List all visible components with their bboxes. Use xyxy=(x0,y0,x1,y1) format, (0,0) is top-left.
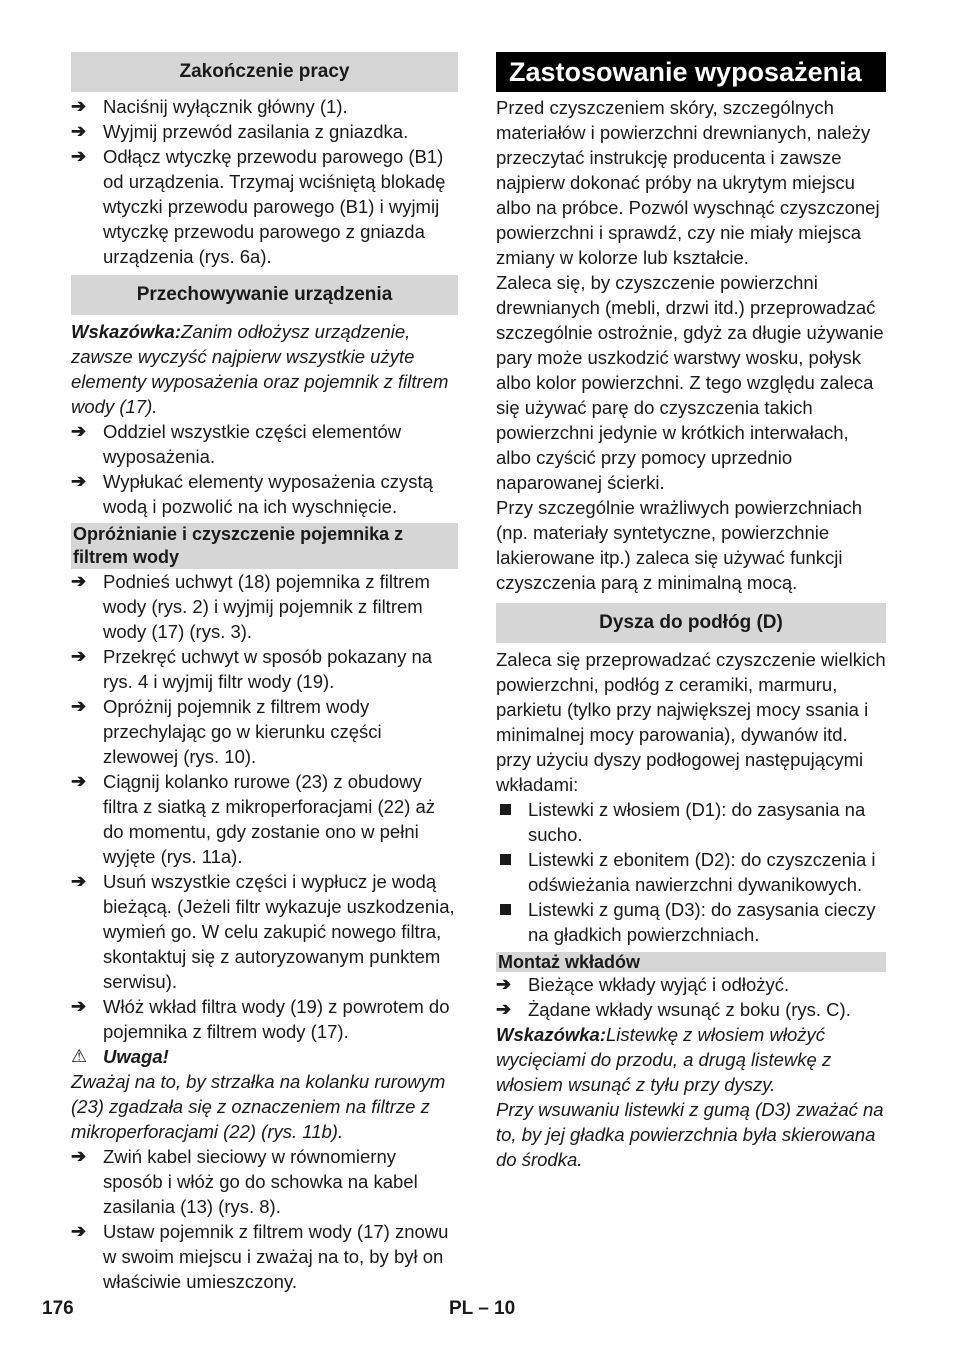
arrow-right-icon: ➔ xyxy=(71,1221,87,1241)
list-przechowywanie xyxy=(71,419,458,519)
square-bullet-icon xyxy=(500,904,511,915)
list-item: ➔ Naciśnij wyłącznik główny (1). xyxy=(71,96,348,117)
list-item: ➔ Ustaw pojemnik z filtrem wody (17) znowu w swoim miejscu i zważaj na to, by był on właściwie umieszczony. xyxy=(71,1221,449,1292)
heading-oproznianie: Opróżnianie i czyszczenie pojemnika z filtrem wody xyxy=(71,523,458,569)
arrow-right-icon: ➔ xyxy=(71,121,87,141)
square-bullet-icon xyxy=(500,854,511,865)
note-montaz: Wskazówka:Listewkę z włosiem włożyć wycięciami do przodu, a drugą listewkę z włosiem wsunąć z tyłu przy dyszy. xyxy=(496,1024,832,1095)
note-przechowywanie: Wskazówka:Zanim odłożysz urządzenie, zawsze wyczyść najpierw wszystkie użyte elementy wyposażenia oraz pojemnik z filtrem wody (17). xyxy=(71,321,449,417)
list-item: ➔ Podnieś uchwyt (18) pojemnika z filtrem wody (rys. 2) i wyjmij pojemnik z filtrem wody (17) (rys. 3). xyxy=(71,571,430,642)
list-item: ➔ Odłącz wtyczkę przewodu parowego (B1) od urządzenia. Trzymaj wciśniętą blokadę wtyczki przewodu parowego (B1) i wyjmij wtyczkę przewodu parowego z gniazda urządzenia (rys. 6a). xyxy=(71,146,446,267)
list-item: ➔ Przekręć uchwyt w sposób pokazany na rys. 4 i wyjmij filtr wody (19). xyxy=(71,646,433,692)
arrow-right-icon: ➔ xyxy=(71,871,87,891)
list-item: Listewki z ebonitem (D2): do czyszczenia i odświeżania nawierzchni dywanikowych. xyxy=(496,847,886,897)
list-item: ➔ Oddziel wszystkie części elementów wyposażenia. xyxy=(71,421,402,467)
paragraph: Zaleca się przeprowadzać czyszczenie wielkich powierzchni, podłóg z ceramiki, marmuru, parkietu (tylko przy największej mocy ssania i minimalnej mocy parowania), dywanów itd. przy użyciu dyszy podłogowej następującymi wkładami: xyxy=(496,649,886,795)
arrow-right-icon: ➔ xyxy=(71,471,87,491)
note-montaz-2: Przy wsuwaniu listewki z gumą (D3) zważać na to, by jej gładka powierzchnia była skierowana do środka. xyxy=(496,1099,884,1170)
list-item: ➔ Zwiń kabel sieciowy w równomierny sposób i włóż go do schowka na kabel zasilania (13) (rys. 8). xyxy=(71,1146,418,1217)
warning-icon: ⚠ xyxy=(71,1046,88,1066)
list-oproznianie xyxy=(71,569,458,1044)
list-item: ➔ Usuń wszystkie części i wypłucz je wodą bieżącą. (Jeżeli filtr wykazuje uszkodzenia, wymień go. W celu zakupić nowego filtra, skontaktuj się z autoryzowanym punktem serwisu). xyxy=(71,871,455,992)
list-item: ➔ Włóż wkład filtra wody (19) z powrotem do pojemnika z filtrem wody (17). xyxy=(71,996,450,1042)
arrow-right-icon: ➔ xyxy=(71,146,87,166)
heading-przechowywanie: Przechowywanie urządzenia xyxy=(71,275,458,315)
arrow-right-icon: ➔ xyxy=(71,646,87,666)
arrow-right-icon: ➔ xyxy=(71,771,87,791)
right-column xyxy=(496,52,886,1172)
paragraph: Przy szczególnie wrażliwych powierzchniach (np. materiały syntetyczne, powierzchnie lakierowane itp.) zaleca się używać funkcji czyszczenia parą z minimalną mocą. xyxy=(496,497,863,593)
arrow-right-icon: ➔ xyxy=(496,999,512,1019)
arrow-right-icon: ➔ xyxy=(71,571,87,591)
list-montaz xyxy=(496,972,886,1022)
paragraph: Zaleca się, by czyszczenie powierzchni drewnianych (mebli, drzwi itd.) przeprowadzać szczególnie ostrożnie, gdyż za długie używanie pary może uszkodzić warstwy wosku, połysk albo kolor powierzchni. Z tego względu zaleca się używać parę do czyszczenia takich powierzchni jedynie w krótkich interwałach, albo czyścić przy pomocy uprzednio naparowanej ścierki. xyxy=(496,272,884,493)
arrow-right-icon: ➔ xyxy=(71,696,87,716)
warning-text: Zważaj na to, by strzałka na kolanku rurowym (23) zgadzała się z oznaczeniem na filtrze z mikroperforacjami (22) (rys. 11b). xyxy=(71,1071,446,1142)
list-item: ➔ Żądane wkłady wsunąć z boku (rys. C). xyxy=(496,999,851,1020)
list-item: ➔ Wypłukać elementy wyposażenia czystą wodą i pozwolić na ich wyschnięcie. xyxy=(71,471,433,517)
arrow-right-icon: ➔ xyxy=(71,421,87,441)
list-final xyxy=(71,1144,458,1294)
heading-zakonczenie-pracy: Zakończenie pracy xyxy=(71,52,458,92)
list-item: ➔ Ciągnij kolanko rurowe (23) z obudowy filtra z siatką z mikroperforacjami (22) aż do momentu, gdy zostanie ono w pełni wyjęte (rys. 11a). xyxy=(71,771,436,867)
arrow-right-icon: ➔ xyxy=(71,1146,87,1166)
bullet-list xyxy=(496,797,886,947)
list-zakonczenie xyxy=(71,94,458,269)
page-number: 176 xyxy=(42,1298,74,1319)
section-title: Zastosowanie wyposażenia xyxy=(496,52,886,92)
warning-heading: ⚠ Uwaga! xyxy=(71,1046,169,1067)
list-item: Listewki z gumą (D3): do zasysania cieczy na gładkich powierzchniach. xyxy=(496,897,886,947)
left-column xyxy=(71,52,458,1294)
list-item: ➔ Bieżące wkłady wyjąć i odłożyć. xyxy=(496,974,790,995)
list-item: Listewki z włosiem (D1): do zasysania na sucho. xyxy=(496,797,886,847)
list-item: ➔ Opróżnij pojemnik z filtrem wody przechylając go w kierunku części zlewowej (rys. 10). xyxy=(71,696,382,767)
arrow-right-icon: ➔ xyxy=(496,974,512,994)
heading-dysza: Dysza do podłóg (D) xyxy=(496,603,886,643)
paragraph: Przed czyszczeniem skóry, szczególnych materiałów i powierzchni drewnianych, należy przeczytać instrukcję producenta i zawsze najpierw dokonać próby na ukrytym miejscu albo na próbce. Pozwól wyschnąć czyszczonej powierzchni i sprawdź, czy nie miały miejsca zmiany w kolorze lub kształcie. xyxy=(496,97,880,268)
square-bullet-icon xyxy=(500,804,511,815)
footer-lang-page: PL – 10 xyxy=(449,1298,516,1319)
list-item: ➔ Wyjmij przewód zasilania z gniazdka. xyxy=(71,121,409,142)
heading-montaz: Montaż wkładów xyxy=(496,952,886,972)
arrow-right-icon: ➔ xyxy=(71,96,87,116)
arrow-right-icon: ➔ xyxy=(71,996,87,1016)
